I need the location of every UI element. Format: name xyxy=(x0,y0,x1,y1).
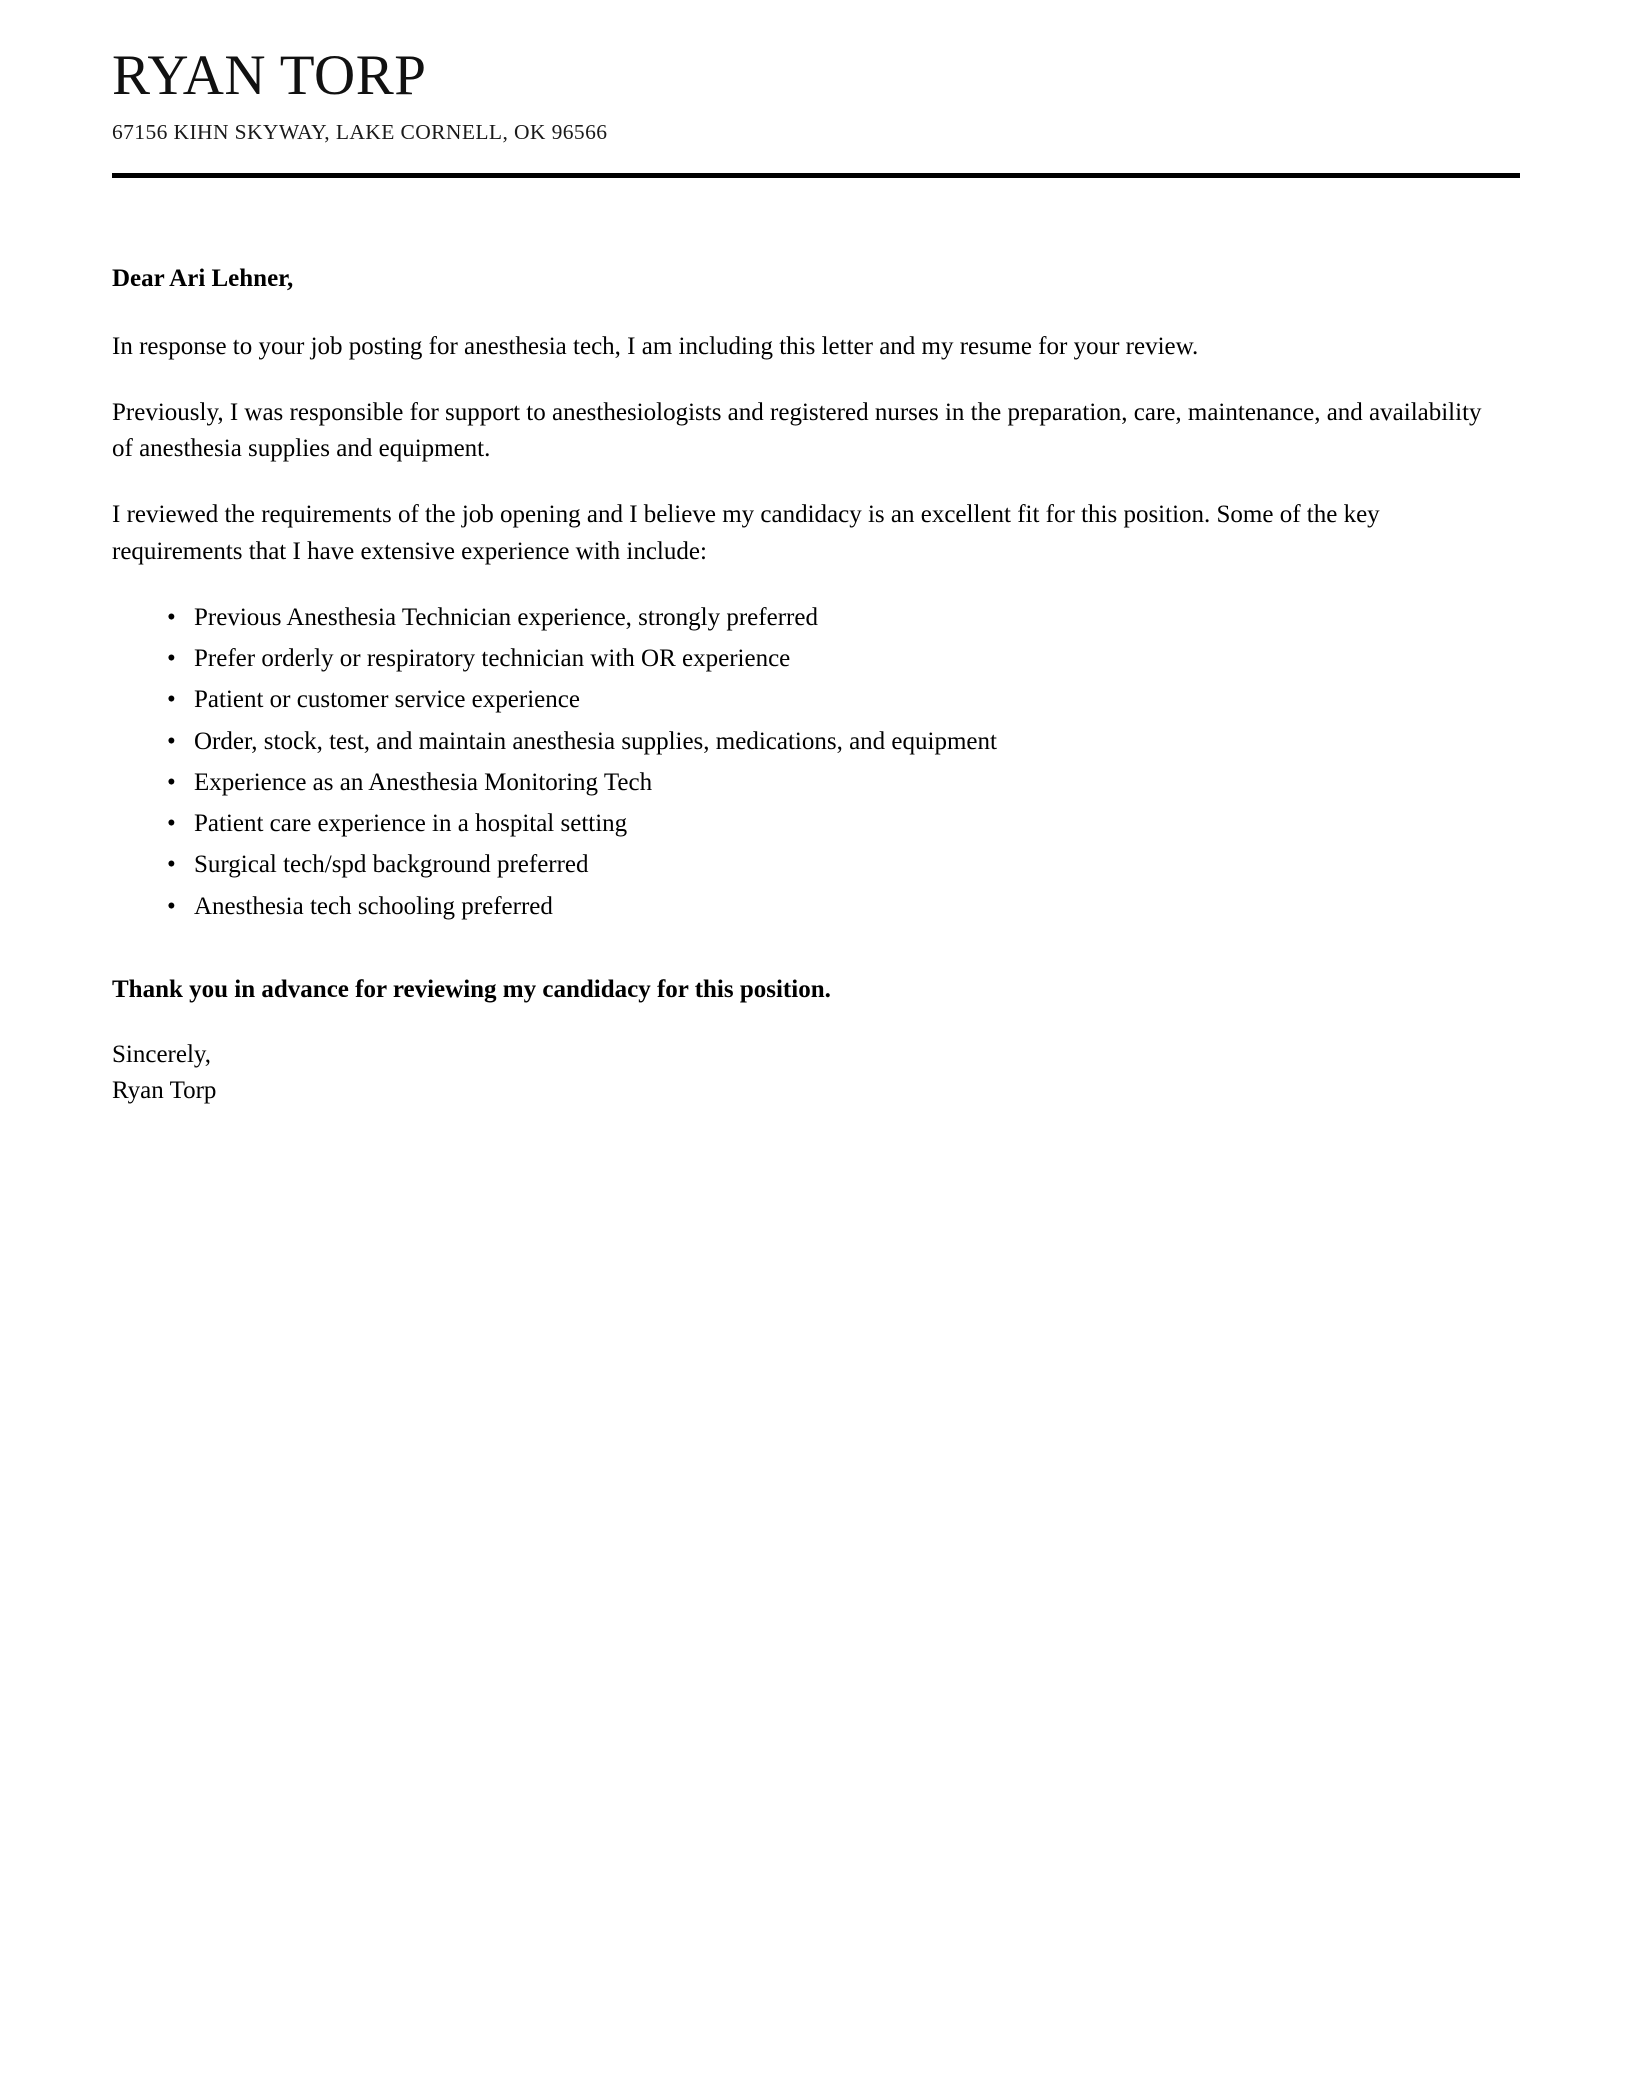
letter-body xyxy=(112,262,1502,1110)
body-paragraph-1: In response to your job posting for anesthesia tech, I am including this letter and my resume for your review. xyxy=(112,332,1199,360)
list-item: • Previous Anesthesia Technician experience, strongly preferred xyxy=(167,600,1502,636)
list-item: • Surgical tech/spd background preferred xyxy=(167,847,1502,883)
closing-statement: Thank you in advance for reviewing my candidacy for this position. xyxy=(112,975,831,1003)
signature-block xyxy=(112,1037,1502,1110)
candidate-name: RYAN TORP xyxy=(112,44,427,107)
list-item: • Order, stock, test, and maintain anesthesia supplies, medications, and equipment xyxy=(167,724,1502,760)
letter-content xyxy=(112,0,1522,1109)
header-divider xyxy=(112,173,1520,178)
salutation: Dear Ari Lehner, xyxy=(112,264,294,292)
list-item: • Prefer orderly or respiratory technician with OR experience xyxy=(167,641,1502,677)
body-paragraph-2: Previously, I was responsible for support to anesthesiologists and registered nurses in the preparation, care, maintenance, and availability of anesthesia supplies and equipment. xyxy=(112,398,1482,463)
signoff-line: Sincerely, xyxy=(112,1040,212,1068)
candidate-address: 67156 KIHN SKYWAY, LAKE CORNELL, OK 96566 xyxy=(112,119,608,144)
letterhead xyxy=(112,0,1522,178)
requirements-list xyxy=(112,600,1502,925)
list-item: • Patient care experience in a hospital setting xyxy=(167,806,1502,842)
list-item: • Experience as an Anesthesia Monitoring Tech xyxy=(167,765,1502,801)
list-item: • Patient or customer service experience xyxy=(167,682,1502,718)
list-item: • Anesthesia tech schooling preferred xyxy=(167,889,1502,925)
signature-name: Ryan Torp xyxy=(112,1077,217,1105)
body-paragraph-3: I reviewed the requirements of the job opening and I believe my candidacy is an excellent fit for this position. Some of the key requirements that I have extensive experience with include: xyxy=(112,501,1380,565)
